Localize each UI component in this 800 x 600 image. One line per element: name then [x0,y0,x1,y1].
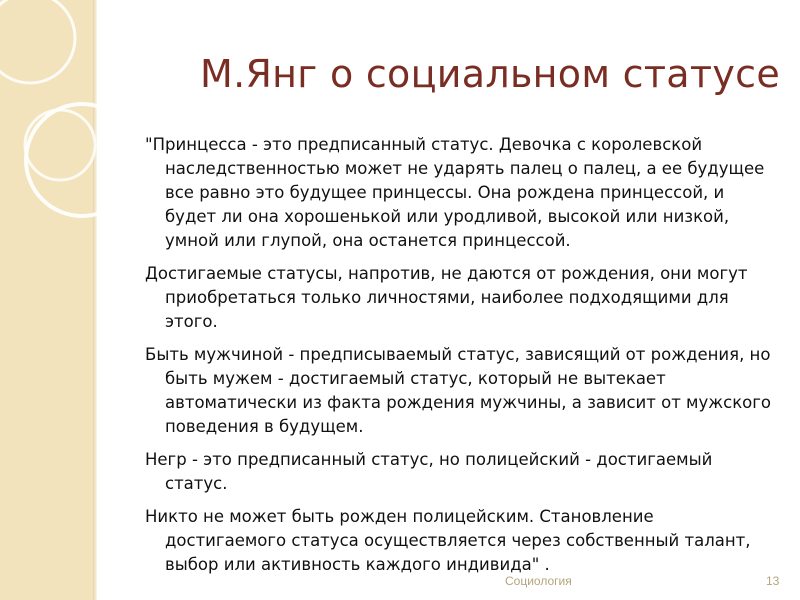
deco-ring-top [0,0,75,83]
slide-body [145,133,773,586]
body-paragraph: Быть мужчиной - предписываемый статус, зависящий от рождения, но быть мужем - достигаемый статус, который не вытекает автоматически из факта рождения мужчины, а зависит от мужского поведения в будущем. [145,345,772,436]
body-paragraph: Никто не может быть рожден полицейским. Становление достигаемого статуса осуществляется через собственный талант, выбор или активность каждого индивида" . [145,507,751,574]
deco-ring-large [26,104,138,216]
footer-topic: Социология [505,574,572,588]
slide-title: М.Янг о социальном статусе [199,52,780,96]
decorative-rings [0,0,140,260]
slide-number: 13 [766,574,780,588]
body-paragraph: Достигаемые статусы, напротив, не даются от рождения, они могут приобретаться только личностями, наиболее подходящими для этого. [145,264,748,331]
body-paragraph: Негр - это предписанный статус, но полицейский - достигаемый статус. [145,450,713,493]
deco-ring-small [25,110,95,180]
body-paragraph: "Принцесса - это предписанный статус. Девочка с королевской наследственностью может не ударять палец о палец, а ее будущее все равно это будущее принцессы. Она рождена принцессой, и будет ли она хорошенькой или уродливой, высокой или низкой, умной или глупой, она останется принцессой. [145,135,765,250]
